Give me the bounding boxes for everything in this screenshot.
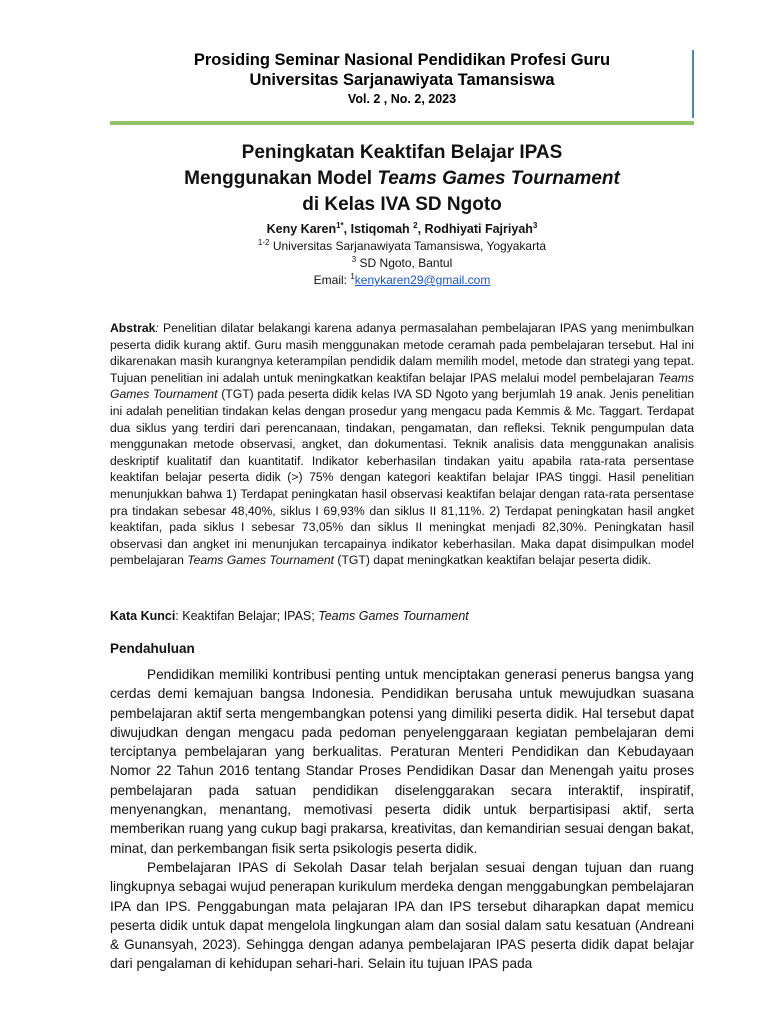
email-sup: 1 bbox=[350, 272, 355, 281]
affiliation-1-text: Universitas Sarjanawiyata Tamansiswa, Yogyakarta bbox=[269, 239, 547, 253]
keywords-label: Kata Kunci bbox=[110, 609, 176, 623]
keywords-italic: Teams Games Tournament bbox=[318, 609, 469, 623]
author-3-sup: 3 bbox=[532, 220, 538, 230]
header-divider bbox=[110, 121, 694, 125]
author-2: Istiqomah bbox=[350, 222, 414, 236]
body-paragraph-2: Pembelajaran IPAS di Sekolah Dasar telah berjalan sesuai dengan tujuan dan ruang lingkupnya sebagai wujud penerapan kurikulum merdeka dengan menggabungkan pembelajaran IPA dan IPS. Penggabungan mata pelajaran IPA dan IPS tersebut diharapkan dapat memicu peserta didik untuk dapat mengelola lingkungan alam dan sosial dalam satu kesatuan (Andreani & Gunansyah, 2023). Sehingga dengan adanya pembelajaran IPAS peserta didik dapat belajar dari pengalaman di kehidupan sehari-hari. Selain itu tujuan IPAS pada bbox=[110, 859, 694, 972]
affiliation-1-sup: 1-2 bbox=[257, 238, 270, 247]
title-line3: di Kelas IVA SD Ngoto bbox=[302, 194, 502, 215]
section-body bbox=[110, 665, 694, 974]
header-volume: Vol. 2 , No. 2, 2023 bbox=[347, 92, 457, 106]
abstract-text-3: (TGT) dapat meningkatkan keaktifan belajar peserta didik. bbox=[334, 553, 652, 568]
abstract-colon: : bbox=[155, 321, 159, 335]
author-sep: , bbox=[417, 222, 425, 236]
abstract-label: Abstrak bbox=[110, 321, 156, 335]
header-line1: Prosiding Seminar Nasional Pendidikan Profesi Guru bbox=[193, 51, 611, 69]
proceedings-header bbox=[110, 50, 694, 108]
keywords-text: : Keaktifan Belajar; IPAS; bbox=[175, 609, 319, 623]
section-heading: Pendahuluan bbox=[110, 641, 195, 656]
title-line2 bbox=[110, 166, 694, 192]
affiliation-1 bbox=[110, 238, 694, 255]
abstract-italic-2: Teams Games Tournament bbox=[187, 553, 335, 568]
author-3: Rodhiyati Fajriyah bbox=[424, 222, 533, 236]
header-line2: Universitas Sarjanawiyata Tamansiswa bbox=[249, 71, 555, 89]
email-line bbox=[110, 272, 694, 289]
header-side-rule bbox=[692, 50, 694, 118]
abstract-italic-1: Teams Games Tournament bbox=[110, 370, 694, 402]
author-1-sup: 1* bbox=[336, 220, 344, 230]
email-link[interactable]: kenykaren29@gmail.com bbox=[354, 273, 491, 287]
author-sep: , bbox=[343, 222, 351, 236]
affiliation-2-text: SD Ngoto, Bantul bbox=[356, 256, 453, 270]
title-block bbox=[110, 140, 694, 289]
author-1: Keny Karen bbox=[266, 222, 337, 236]
title-line2-prefix: Menggunakan Model bbox=[184, 168, 378, 189]
affiliation-2-sup: 3 bbox=[351, 255, 357, 264]
author-list bbox=[110, 220, 694, 238]
abstract-text-1: Penelitian dilatar belakangi karena adanya permasalahan pembelajaran IPAS yang menimbulkan peserta didik kurang aktif. Guru masih menggunakan metode ceramah pada pembelajaran tersebut. Hal ini dikarenakan masih kurangnya keterampilan pendidik dalam memilih model, metode dan strategi yang tepat. Tujuan penelitian ini adalah untuk meningkatkan keaktifan belajar IPAS melalui model pembelajaran bbox=[110, 321, 694, 385]
abstract bbox=[110, 320, 694, 569]
body-paragraph-1: Pendidikan memiliki kontribusi penting untuk menciptakan generasi penerus bangsa yang cerdas demi kemajuan bangsa Indonesia. Pendidikan berusaha untuk mewujudkan suasana pembelajaran aktif serta mengembangkan potensi yang dimiliki peserta didik. Hal tersebut dapat diwujudkan dengan mengacu pada pedoman penyelenggaraan kegiatan pembelajaran demi terciptanya pembelajaran yang berkualitas. Peraturan Menteri Pendidikan dan Kebudayaan Nomor 22 Tahun 2016 tentang Standar Proses Pendidikan Dasar dan Menengah yaitu proses pembelajaran pada satuan pendidikan diselenggarakan secara interaktif, inspiratif, menyenangkan, menantang, memotivasi peserta didik untuk berpartisipasi aktif, serta memberikan ruang yang cukup bagi prakarsa, kreativitas, dan kemandirian sesuai dengan bakat, minat, dan perkembangan fisik serta psikologis peserta didik. bbox=[110, 667, 694, 856]
title-line2-italic: Teams Games Tournament bbox=[377, 168, 620, 189]
email-label: Email: bbox=[313, 273, 351, 287]
keywords bbox=[110, 608, 694, 624]
affiliation-2 bbox=[110, 255, 694, 272]
author-2-sup: 2 bbox=[413, 220, 418, 230]
abstract-text-2: (TGT) pada peserta didik kelas IVA SD Ngoto yang berjumlah 19 anak. Jenis penelitian ini adalah penelitian tindakan kelas dengan prosedur yang mengacu pada Kemmis & Mc. Taggart. Terdapat dua siklus yang terdiri dari perencanaan, tindakan, pengamatan, dan refleksi. Teknik pengumpulan data menggunakan metode observasi, angket, dan dokumentasi. Teknik analisis data menggunakan analisis deskriptif kualitatif dan kuantitatif. Indikator keberhasilan tindakan yaitu apabila rata-rata persentase keaktifan belajar peserta didik (>) 75% dengan kategori keaktifan belajar IPAS tinggi. Hasil penelitian menunjukkan bahwa 1) Terdapat peningkatan hasil observasi keaktifan belajar dengan rata-rata persentase pra tindakan sebesar 48,40%, siklus I 69,93% dan siklus II 81,11%. 2) Terdapat peningkatan hasil angket keaktifan, pada siklus I sebesar 73,05% dan siklus II meningkat menjadi 82,30%. Peningkatan hasil observasi dan angket ini menunjukan tercapainya indikator keberhasilan. Maka dapat disimpulkan model pembelajaran bbox=[110, 387, 695, 568]
title-line1: Peningkatan Keaktifan Belajar IPAS bbox=[241, 142, 563, 163]
